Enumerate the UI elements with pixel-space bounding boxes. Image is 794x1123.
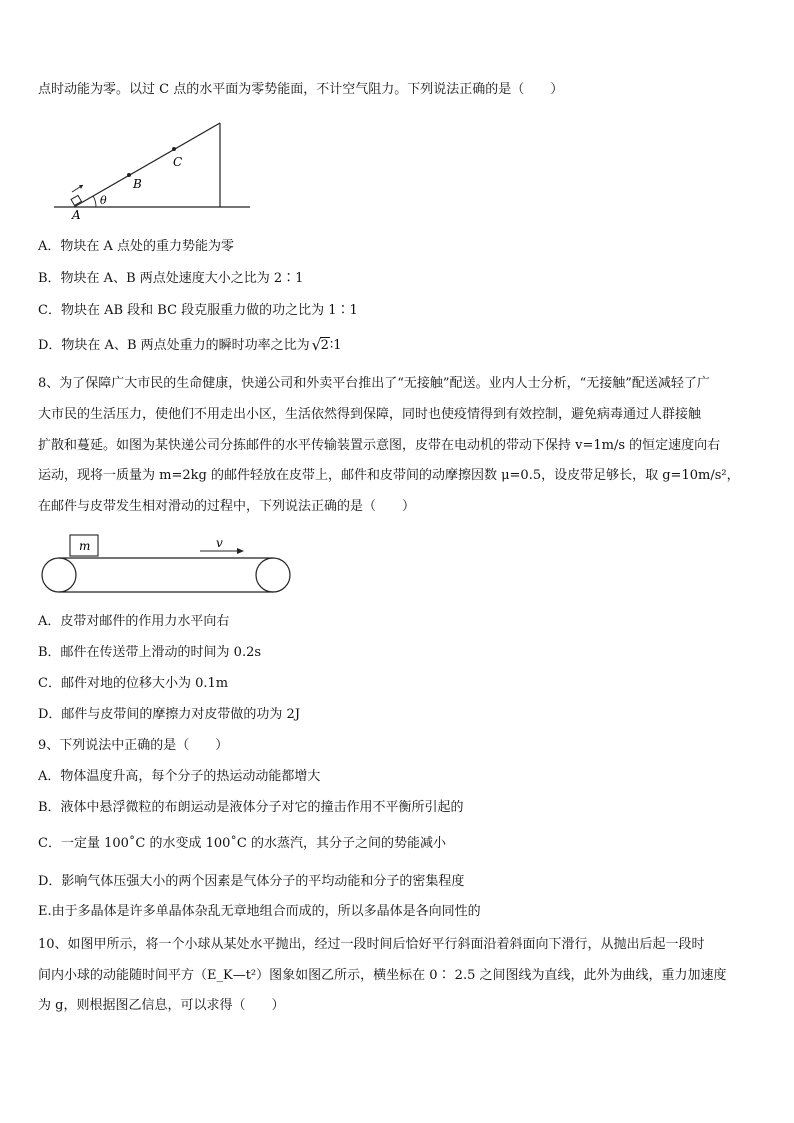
- q9-stem: 9、下列说法中正确的是（ ）: [38, 738, 229, 753]
- sqrt-symbol: √ 2: [311, 336, 329, 354]
- radicand: 2: [320, 338, 329, 353]
- incline-figure: [52, 120, 252, 220]
- q9-option-c: C．一定量 100˚C 的水变成 100˚C 的水蒸汽，其分子之间的势能减小: [38, 836, 446, 851]
- q7-option-d: [38, 337, 762, 355]
- q8-stem-line-3: 扩散和蔓延。如图为某快递公司分拣邮件的水平传输装置示意图，皮带在电动机的带动下保持 v=1m/s 的恒定速度向右: [38, 438, 721, 453]
- q8-stem-line-2: 大市民的生活压力，使他们不用走出小区，生活依然得到保障，同时也使疫情得到有效控制，避免病毒通过人群接触: [38, 407, 702, 422]
- q8-option-c: C．邮件对地的位移大小为 0.1m: [38, 676, 229, 691]
- label-C: C: [173, 155, 183, 169]
- q8-option-d: D．邮件与皮带间的摩擦力对皮带做的功为 2J: [38, 707, 301, 722]
- q9-option-a: A．物体温度升高，每个分子的热运动动能都增大: [38, 769, 321, 784]
- q8-option-a: A．皮带对邮件的作用力水平向右: [38, 614, 230, 629]
- q10-stem-line-2: 间内小球的动能随时间平方（E_K—t²）图象如图乙所示，横坐标在 0∶ 2.5 之间图线为直线，此外为曲线，重力加速度: [38, 968, 727, 983]
- velocity-label: v: [216, 536, 223, 550]
- label-A: A: [72, 208, 81, 220]
- q8-stem-line-1: 8、为了保障广大市民的生命健康，快递公司和外卖平台推出了“无接触”配送。业内人士分析，“无接触”配送减轻了广: [38, 376, 710, 391]
- mass-label: m: [79, 539, 91, 553]
- q7-option-c: C．物块在 AB 段和 BC 段克服重力做的功之比为 1∶1: [38, 303, 358, 318]
- q7-option-a: A．物块在 A 点处的重力势能为零: [38, 239, 235, 254]
- q9-option-b: B．液体中悬浮微粒的布朗运动是液体分子对它的撞击作用不平衡所引起的: [38, 800, 464, 815]
- label-B: B: [133, 177, 142, 191]
- q8-stem-line-4: 运动，现将一质量为 m=2kg 的邮件轻放在皮带上，邮件和皮带间的动摩擦因数 μ=0.5，设皮带足够长，取 g=10m/s²，: [38, 468, 740, 483]
- label-theta: θ: [100, 194, 107, 207]
- q7-option-d-ratio: ∶1: [329, 338, 342, 353]
- q10-stem-line-3: 为 g，则根据图乙信息，可以求得（ ）: [38, 998, 285, 1013]
- conveyor-figure: [40, 532, 296, 598]
- q8-stem-line-5: 在邮件与皮带发生相对滑动的过程中，下列说法正确的是（ ）: [38, 499, 416, 514]
- q7-option-b: B．物块在 A、B 两点处速度大小之比为 2∶1: [38, 271, 304, 286]
- q7-stem-tail: 点时动能为零。以过 C 点的水平面为零势能面，不计空气阻力。下列说法正确的是（ ）: [38, 82, 564, 97]
- q8-option-b: B．邮件在传送带上滑动的时间为 0.2s: [38, 645, 262, 660]
- q10-stem-line-1: 10、如图甲所示，将一个小球从某处水平抛出，经过一段时间后恰好平行斜面沿着斜面向下滑行，从抛出后起一段时: [38, 937, 705, 952]
- q9-option-e: E.由于多晶体是许多单晶体杂乱无章地组合而成的，所以多晶体是各向同性的: [38, 904, 481, 919]
- q7-option-d-text: D．物块在 A、B 两点处重力的瞬时功率之比为: [38, 338, 310, 353]
- q9-option-d: D．影响气体压强大小的两个因素是气体分子的平均动能和分子的密集程度: [38, 874, 465, 889]
